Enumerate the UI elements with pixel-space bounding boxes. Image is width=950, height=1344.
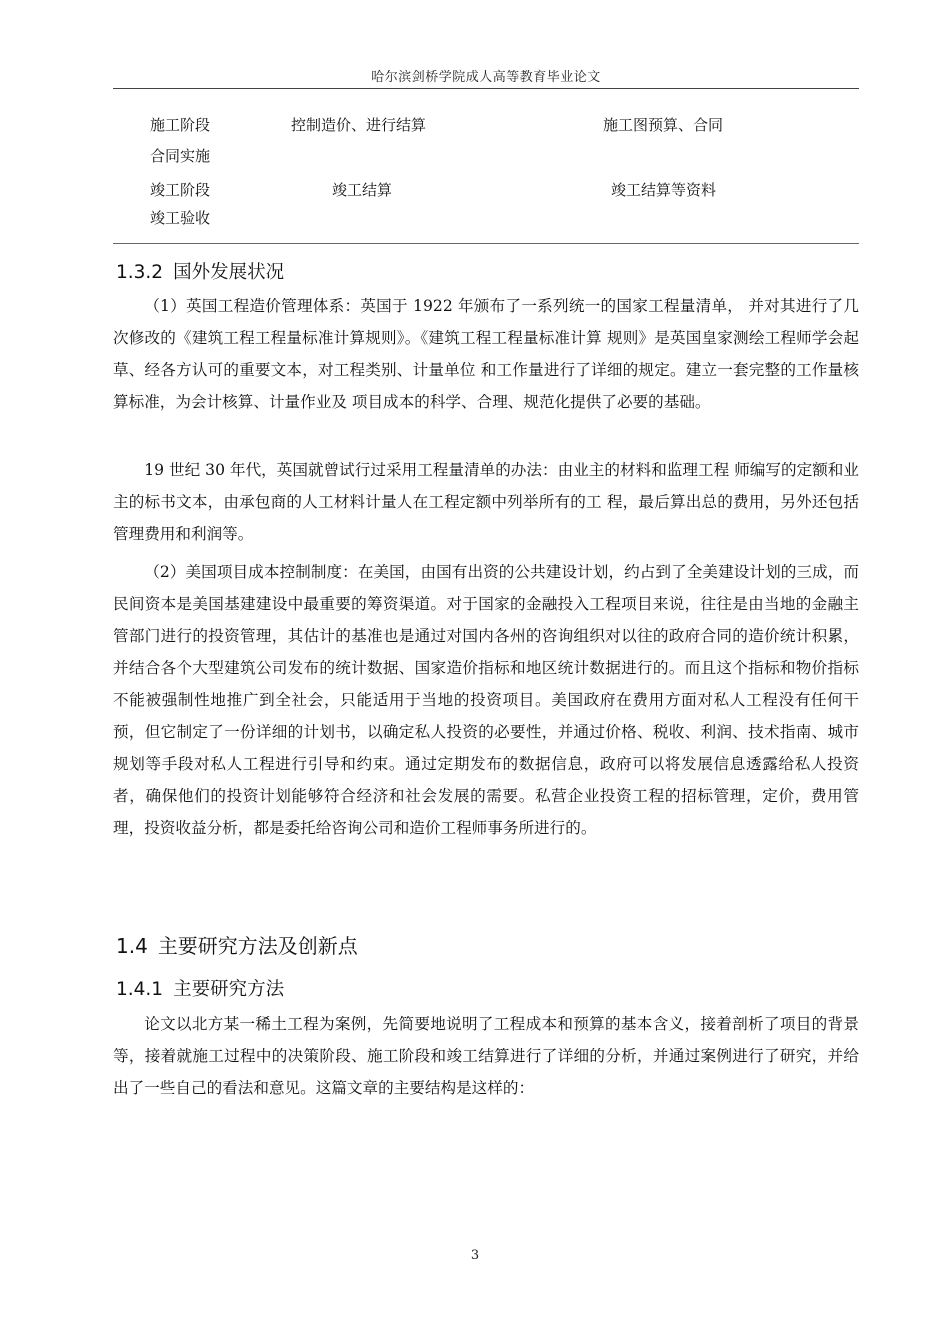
section-title: 国外发展状况 <box>173 262 285 283</box>
page-header: 哈尔滨剑桥学院成人高等教育毕业论文 <box>371 70 601 85</box>
table-cell-content: 竣工结算 <box>332 181 393 199</box>
paragraph: （2）美国项目成本控制制度：在美国，由国有出资的公共建设计划，约占到了全美建设计划的三成，而民间资本是美国基建建设中最重要的筹资渠道。对于国家的金融投入工程项目来说，往往是由当地的金融主管部门进行的投资管理，其估计的基准也是通过对国内各州的咨询组织对以往的政府合同的造价统计积累，并结合各个大型建筑公司发布的统计数据、国家造价指标和地区统计数据进行的。而且这个指标和物价指标不能被强制性地推广到全社会，只能适用于当地的投资项目。美国政府在费用方面对私人工程没有任何干预，但它制定了一份详细的计划书，以确定私人投资的必要性，并通过价格、税收、利润、技术指南、城市规划等手段对私人工程进行引导和约束。通过定期发布的数据信息，政府可以将发展信息透露给私人投资者，确保他们的投资计划能够符合经济和社会发展的需要。私营企业投资工程的招标管理，定价，费用管理，投资收益分析，都是委托给咨询公司和造价工程师事务所进行的。 <box>113 563 859 837</box>
paragraph: 论文以北方某一稀土工程为案例，先简要地说明了工程成本和预算的基本含义，接着剖析了项目的背景等，接着就施工过程中的决策阶段、施工阶段和竣工结算进行了详细的分析，并通过案例进行了研究，并给出了一些自己的看法和意见。这篇文章的主要结构是这样的： <box>113 1015 859 1097</box>
page-number: 3 <box>470 1248 480 1263</box>
table-bottom-rule <box>113 243 859 244</box>
section-title: 主要研究方法 <box>173 979 285 1000</box>
section-number: 1.3.2 <box>116 262 164 283</box>
section-title: 主要研究方法及创新点 <box>157 934 358 958</box>
table-cell-basis: 竣工结算等资料 <box>611 181 717 199</box>
paragraph: 19 世纪 30 年代，英国就曾试行过采用工程量清单的办法：由业主的材料和监理工程 师编写的定额和业主的标书文本，由承包商的人工材料计量人在工程定额中列举所有的工 程，最后算出总的费用，另外还包括管理费用和利润等。 <box>113 461 859 543</box>
section-heading-1-4 <box>116 930 358 959</box>
table-cell-stage: 竣工阶段 <box>150 181 211 199</box>
section-number: 1.4 <box>116 934 148 958</box>
section-heading-1-3-2 <box>116 258 284 284</box>
table-cell-stage2: 竣工验收 <box>150 209 211 227</box>
table-cell-content: 控制造价、进行结算 <box>291 116 427 134</box>
table-cell-stage2: 合同实施 <box>150 147 211 165</box>
table-cell-basis: 施工图预算、合同 <box>603 116 724 134</box>
table-cell-stage: 施工阶段 <box>150 116 211 134</box>
paragraph: （1）英国工程造价管理体系：英国于 1922 年颁布了一系列统一的国家工程量清单， 并对其进行了几次修改的《建筑工程工程量标准计算规则》。《建筑工程工程量标准计算 规则》是英国皇家测绘工程师学会起草、经各方认可的重要文本，对工程类别、计量单位 和工作量进行了详细的规定。建立一套完整的工作量核算标准，为会计核算、计量作业及 项目成本的科学、合理、规范化提供了必要的基础。 <box>113 297 859 411</box>
section-heading-1-4-1 <box>116 975 284 1001</box>
header-rule <box>113 88 859 89</box>
section-number: 1.4.1 <box>116 979 164 1000</box>
